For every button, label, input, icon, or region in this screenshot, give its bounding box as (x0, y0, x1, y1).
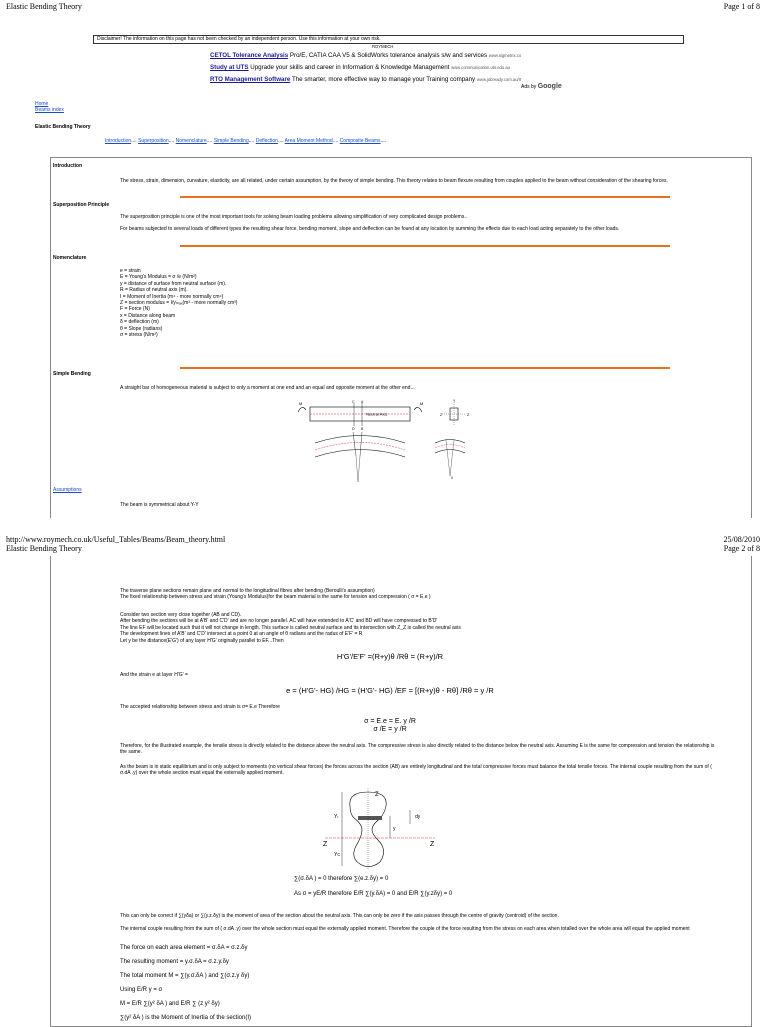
para-line: Let y be the distance(E'G') of any layer H'G' originally parallel to EF...Then (120, 637, 284, 644)
footer-date: 25/08/2010 (723, 535, 760, 544)
assumptions-text: The beam is symmetrical about Y-Y (120, 502, 199, 508)
ad-1-title[interactable]: CETOL Tolerance Analysis (210, 52, 289, 59)
nomenclature-list (120, 268, 420, 338)
page2-header-page: Page 2 of 8 (723, 544, 760, 553)
irregular-section-shape (350, 792, 386, 867)
para-line: The traverse plane sections remain plane and normal to the longitudinal fibres after bending (Beroulli's assumption) (120, 588, 375, 594)
ad-1-text: Pro/E, CATIA CAA V5 & SolidWorks tolerance analysis s/w and services (289, 52, 488, 59)
force-line: Using E/R y = σ (120, 987, 163, 993)
page2-para1 (120, 588, 720, 601)
formula-stress-b: σ /E = y /R (373, 726, 407, 733)
nom-item: E = Young's Modulus = σ /e (N/m²) (120, 274, 197, 281)
force-equations (120, 941, 251, 1025)
force-line: M = E/R ∑(y² δA ) and E/R ∑ (z y² δy) (120, 1001, 220, 1007)
intro-text: The stress, strain, dimension, curvature, elasticity, are all related, under certain assumption, by the theory of simple bending. This theory relates to beam flexure resulting from couples applied to the beam without consideration of the shearing forces. (120, 178, 668, 184)
footer-url: http://www.roymech.co.uk/Useful_Tables/Beams/Beam_theory.html (6, 535, 226, 544)
page2-para4: As the beam is in static equilibrium and is only subject to moments (no vertical shear forces) the forces across the section (AB) are entirely longitudinal and the total compressive forces must balance the total tensile forces. The internal couple resulting from the sum of ( σ.dA .y) over the whole section must equal the externally applied moment. (120, 764, 712, 777)
page-title: Elastic Bending Theory (35, 124, 91, 130)
label-origin: 0 (451, 476, 453, 480)
toc-sep: .... (380, 138, 387, 144)
nom-item: I = Moment of Inertia (m⁴ - more normally cm⁴) (120, 293, 224, 300)
toc-introduction[interactable]: Introduction (105, 138, 132, 144)
bent-element-neutral (435, 445, 465, 449)
area-element-strip (358, 816, 382, 820)
ads-block (210, 50, 570, 86)
formula-stress-a: σ = E.e = E. y /R (364, 718, 416, 725)
stress-intro: The accepted relationship between stress and strain is σ= E.e Therefore (120, 704, 280, 710)
radius-line (356, 456, 358, 482)
formula-strain: e = (H'G'- HG) /HG = (H'G'- HG) /EF = [(R+y)θ - Rθ] /Rθ = y /R (286, 686, 494, 695)
label-b: B (361, 427, 364, 431)
toc-composite-beams[interactable]: Composite Beams (339, 138, 381, 144)
ad-2[interactable] (210, 62, 570, 74)
disclaimer-box (93, 35, 684, 44)
nom-item: Z = section modulus = I/yₘₐₓ(m³ - more normally cm³) (120, 300, 238, 307)
ad-2-url[interactable]: www.communication.uts.edu.au (451, 65, 511, 70)
label-yc: Yc (334, 852, 340, 858)
label-a: A (361, 400, 364, 404)
eq-sum-zero: ∑(σ.δA ) = 0 therefore ∑(e.z.δy) = 0 (294, 876, 389, 882)
moment-left-label: M (299, 401, 303, 406)
nav-beams-index-link[interactable]: Beams index (35, 107, 64, 113)
intro-heading: Introduction (53, 163, 83, 169)
page2-header-title: Elastic Bending Theory (6, 544, 82, 553)
bent-element-bottom (435, 450, 465, 454)
toc-nomenclature[interactable]: Nomenclature (175, 138, 207, 144)
moment-arrow-right (414, 407, 422, 412)
radius-line (450, 440, 454, 476)
toc-sep: .... (168, 138, 175, 144)
page2-para3: Therefore, for the illustrated example, the tensile stress is directly related to the distance above the neutral axis. The compressive stress is also directly related to the distance below the neutral axis. Assuming E is the same for compression and tension the relationship is the same. (120, 743, 715, 756)
superposition-text-1: The superposition principle is one of the most important tools for solving beam loading problems allowing simplification of very complicated design problems.. (120, 214, 468, 220)
label-z2: Z (467, 413, 470, 417)
orange-divider (180, 245, 670, 247)
nav-home-link[interactable]: Home (35, 101, 49, 107)
section-diagram (320, 788, 450, 870)
toc-sep: .... (131, 138, 137, 144)
label-yt: Yₜ (334, 814, 339, 820)
nom-item: δ = deflection (m) (120, 319, 159, 326)
force-line: ∑(y² δA ) is the Moment of Inertia of the section(I) (120, 1015, 251, 1021)
page2-para6: The internal couple resulting from the sum of ( σ.dA .y) over the whole section must equal the externally applied moment. Therefore the couple of the force resulting from the stress on each area when totalled over the whole area will equal the applied moment (120, 926, 690, 932)
para-line: The line EF will be located such that it will not change in length. This surface is called neutral surface and its intersection with Z_Z is called the neutral axis (120, 624, 461, 631)
ads-by-label: Ads by (521, 84, 537, 90)
neutral-axis-label: Neutral Axis (366, 411, 388, 417)
radius-line (446, 440, 450, 476)
ad-1-url[interactable]: www.sigmetrix.co (488, 53, 522, 58)
ad-2-text: Upgrade your skills and career in Information & Knowledge Management (250, 64, 450, 71)
ad-2-title[interactable]: Study at UTS (210, 64, 249, 71)
nom-item: x = Distance along beam (120, 312, 176, 319)
eq-sum-moment: As σ = yE/R therefore E/R ∑(y.δA) = 0 and E/R ∑(y.zδy) = 0 (294, 891, 453, 897)
page1-header-page: Page 1 of 8 (723, 2, 760, 11)
radius-line (358, 456, 360, 482)
label-y: Y (453, 399, 456, 403)
toc-deflection[interactable]: Deflection (255, 138, 278, 144)
orange-divider (180, 196, 670, 198)
ad-1[interactable] (210, 50, 570, 62)
assumptions-heading[interactable]: Assumptions (53, 487, 82, 493)
ad-3-text: The smarter, more effective way to manage your Training company (291, 76, 476, 83)
toc-area-moment[interactable]: Area Moment Method (284, 138, 333, 144)
formula-stress (300, 718, 480, 734)
label-d: D (352, 427, 355, 431)
bent-element-top (435, 440, 465, 444)
bent-beam-top (315, 436, 405, 444)
label-z-left: Z (323, 841, 328, 848)
label-c: C (352, 400, 355, 404)
toc-sep: .... (332, 138, 339, 144)
page1-header-title: Elastic Bending Theory (6, 2, 82, 11)
label-z: Z (440, 413, 443, 417)
roymech-label: ROYMECH (372, 44, 394, 49)
google-logo: Google (537, 83, 562, 90)
nom-item: e = strain (120, 268, 141, 274)
bending-diagram (290, 398, 490, 483)
nomenclature-heading: Nomenclature (53, 255, 87, 261)
strain-intro: And the strain e at layer H'G' = (120, 672, 188, 678)
superposition-heading: Superposition Principle (53, 202, 110, 208)
force-line: The force on each area element = σ.δA = σ.z.δy (120, 945, 248, 951)
bent-neutral-axis (315, 443, 405, 451)
nom-item: y = distance of surface from neutral surface (m). (120, 280, 227, 287)
page2-para2 (120, 612, 720, 644)
toc-superposition[interactable]: Superposition (138, 138, 169, 144)
label-dy: dy (415, 814, 421, 820)
orange-divider (180, 367, 670, 369)
moment-right-label: M (420, 401, 424, 406)
toc-sep: .... (248, 138, 255, 144)
force-line: The resulting moment = y.σ.δA = σ.z.y.δy (120, 959, 229, 965)
toc (105, 138, 386, 144)
ad-3-url[interactable]: www.jobready.com.au/rt (476, 77, 522, 82)
label-y-dist: y (393, 826, 396, 832)
para-line: Consider two section very close together (AB and CD). (120, 612, 242, 618)
toc-sep: .... (277, 138, 284, 144)
superposition-text-2: For beams subjected to several loads of different types the resulting shear force, bending moment, slope and deflection can be found at any location by summing the effects due to each load acting separately to the other loads. (120, 226, 620, 232)
label-z-right: Z (430, 841, 435, 848)
toc-simple-bending[interactable]: Simple Bending (213, 138, 249, 144)
label-z-top: Z (375, 792, 379, 798)
page2-para5: This can only be correct if ∑(yδa) or ∑(y.z.δy) is the moment of area of the section about the neutral axis. This can only be zero if the axis passes through the centre of gravity (centroid) of the section. (120, 913, 559, 919)
nom-item: R = Radius of neutral axis (m). (120, 287, 188, 294)
para-line: The development lines of A'B' and C'D' intersect at a point 0 at an angle of θ radians and the radus of E'F' = R (120, 631, 363, 638)
simple-bending-text: A straight bar of homogeneous material is subject to only a moment at one end and an equal and opposite moment at the other end... (120, 385, 415, 391)
formula-ratio: H'G'/E'F' =(R+y)θ /Rθ = (R+y)/R (336, 652, 444, 661)
moment-arrow-left (298, 407, 306, 412)
force-line: The total moment M = ∑(y.σ.δA ) and ∑(σ.z.y δy) (120, 973, 250, 979)
toc-sep: .... (206, 138, 213, 144)
nom-item: F = Force (N) (120, 306, 150, 313)
ads-by-google[interactable] (521, 83, 562, 90)
para-line: After bending the sections will be at A'B' and C'D' and are no longer parallel. AC will have extended to A'C' and BD will have compressed to B'D' (120, 618, 438, 625)
simple-bending-heading: Simple Bending (53, 371, 91, 377)
ad-3-title[interactable]: RTO Management Software (210, 76, 291, 83)
nom-item: σ = stress (N/m²) (120, 332, 158, 339)
ad-3[interactable] (210, 74, 570, 86)
nom-item: θ = Slope (radians) (120, 325, 163, 332)
para-line: The fixed relationship between stress and strain (Young's Modulus)for the beam material is the same for tension and compression ( σ = E.e ) (120, 594, 431, 601)
disclaimer-text: Disclaimer! The information on this page has not been checked by an independent person. Use this information at your own risk. (97, 36, 381, 42)
